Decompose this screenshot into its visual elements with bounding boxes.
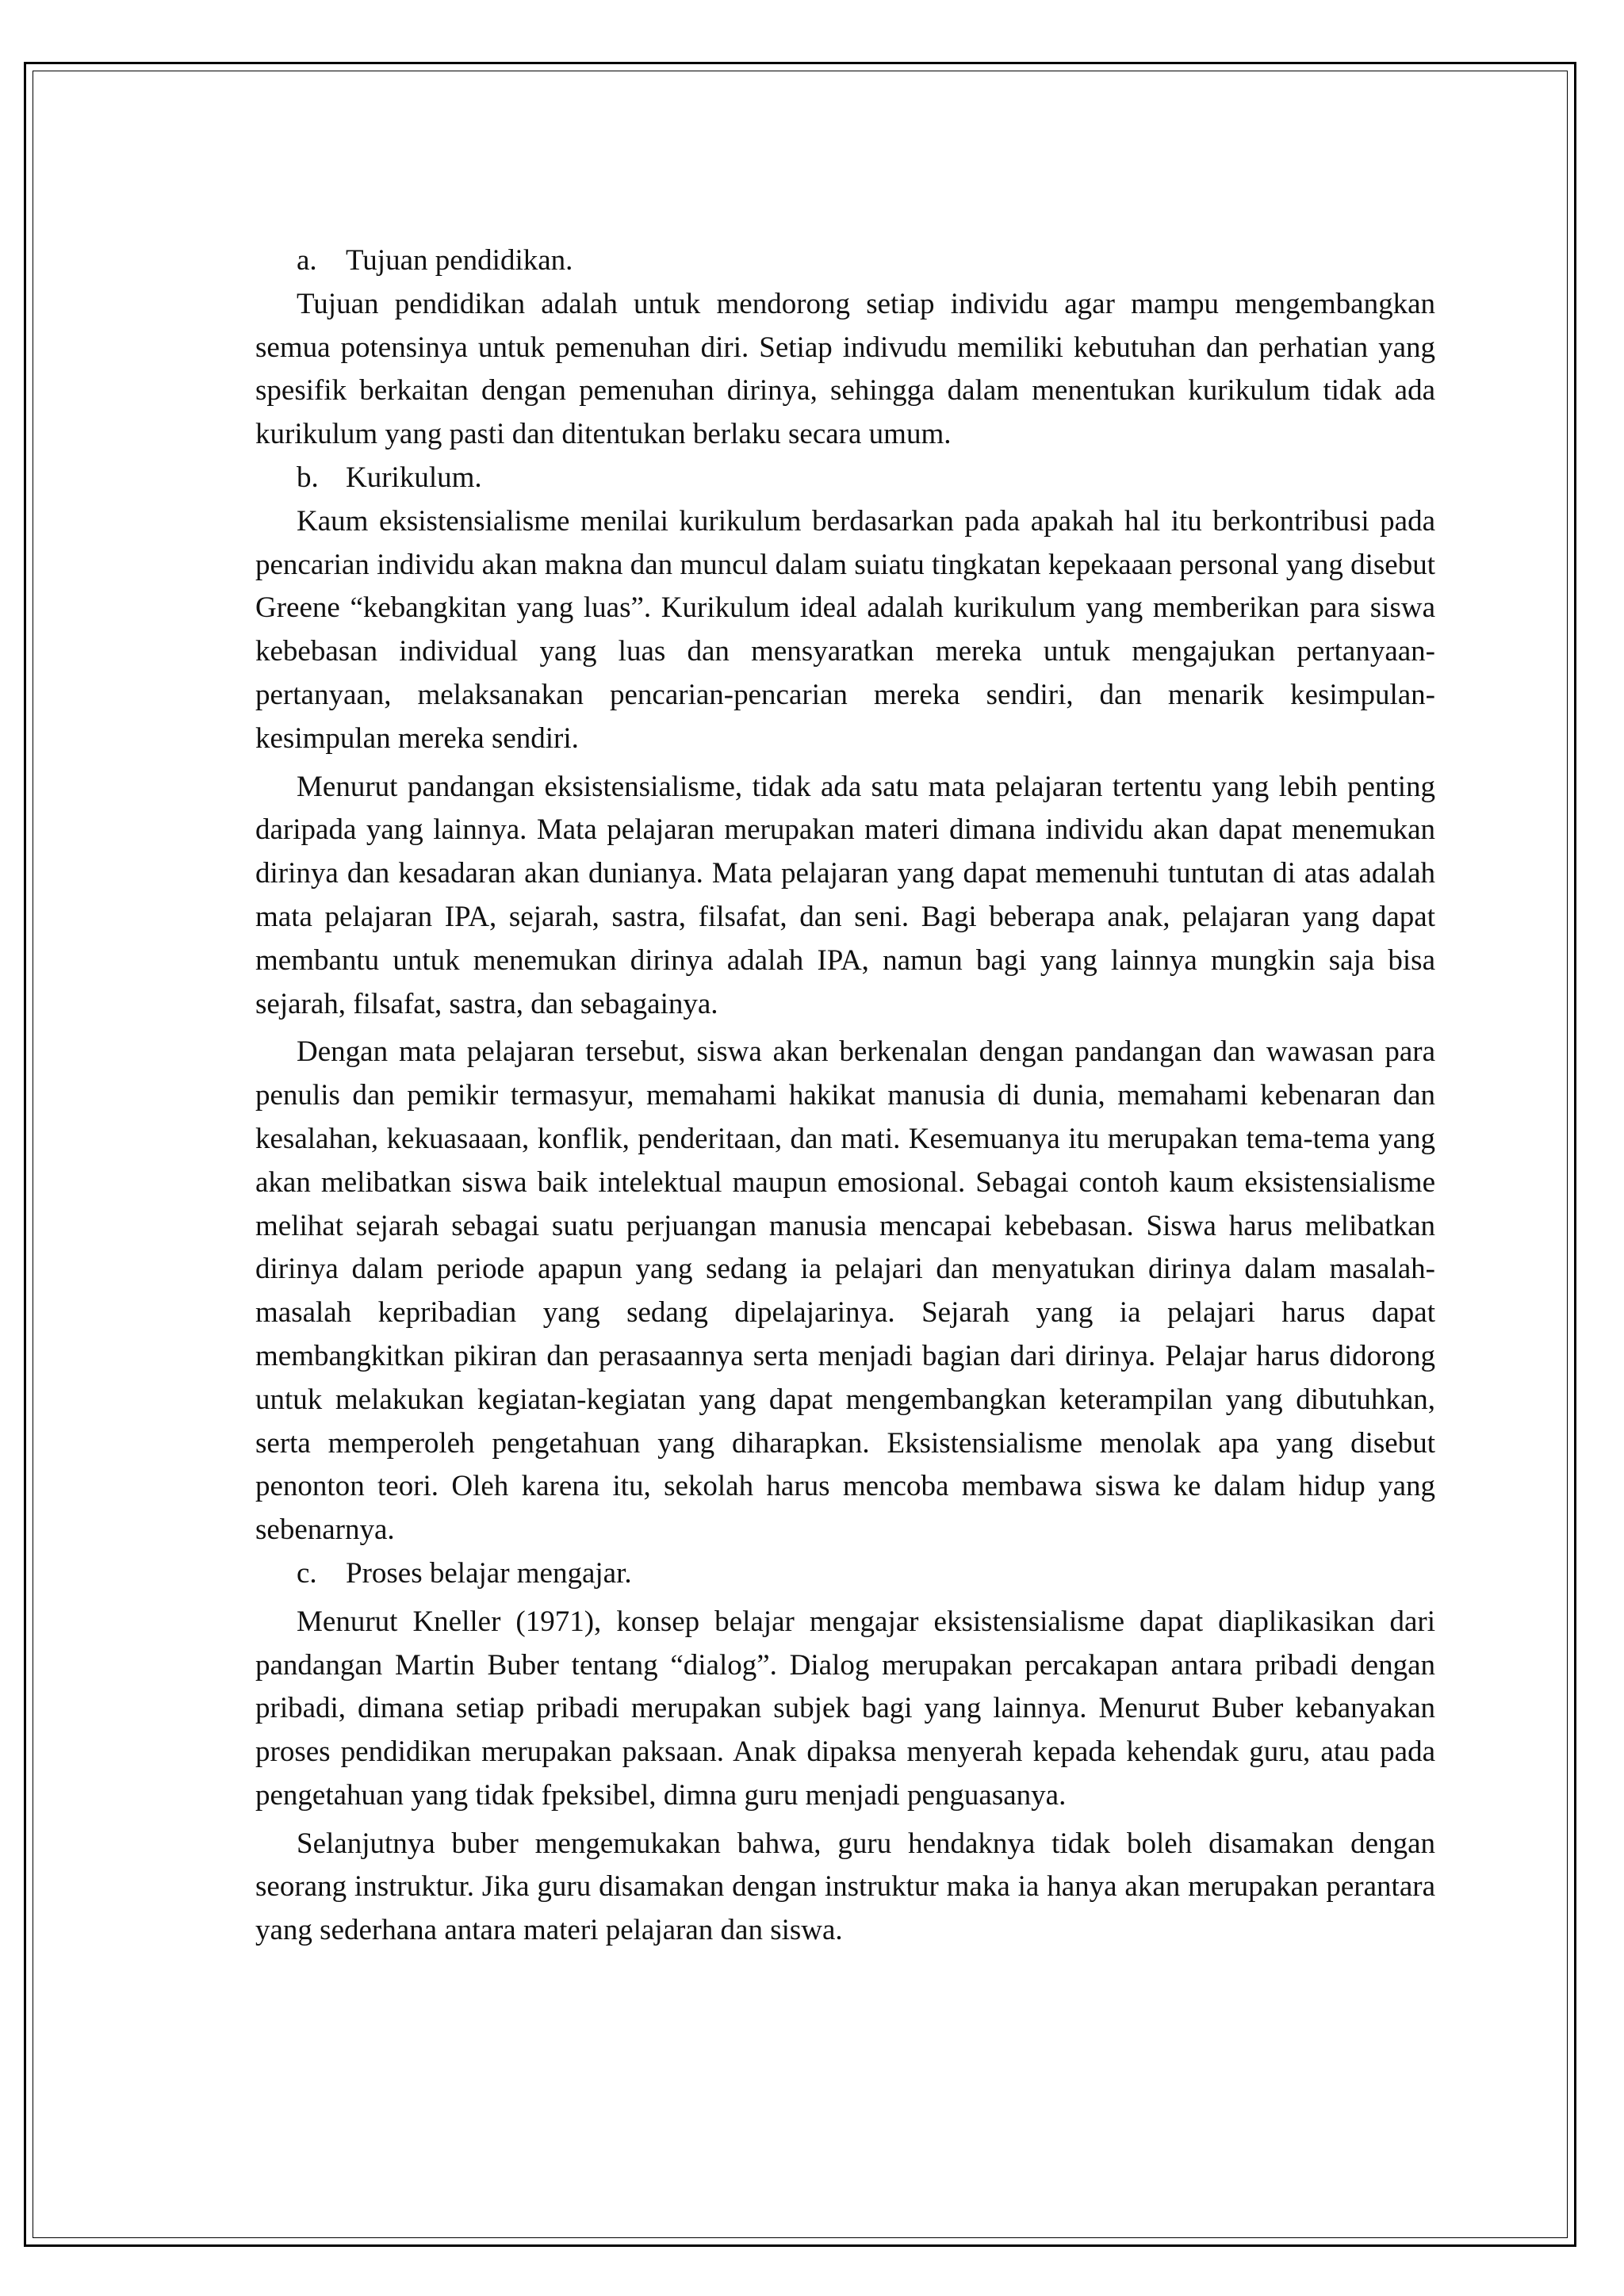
section-heading-tujuan [255, 239, 1435, 283]
section-marker: b. [297, 461, 319, 494]
section-title: Proses belajar mengajar. [346, 1556, 632, 1590]
section-heading-proses-belajar [255, 1552, 1435, 1596]
section-marker: c. [297, 1556, 317, 1590]
section-heading-kurikulum [255, 457, 1435, 500]
paragraph: Menurut pandangan eksistensialisme, tidak ada satu mata pelajaran tertentu yang lebih penting daripada yang lainnya. Mata pelajaran merupakan materi dimana individu akan dapat menemukan dirinya dan kesadaran akan dunianya. Mata pelajaran yang dapat memenuhi tuntutan di atas adalah mata pelajaran IPA, sejarah, sastra, filsafat, dan seni. Bagi beberapa anak, pelajaran yang dapat membantu untuk menemukan dirinya adalah IPA, namun bagi yang lainnya mungkin saja bisa sejarah, filsafat, sastra, dan sebagainya. [255, 770, 1435, 1020]
paragraph: Dengan mata pelajaran tersebut, siswa akan berkenalan dengan pandangan dan wawasan para penulis dan pemikir termasyur, memahami hakikat manusia di dunia, memahami kebenaran dan kesalahan, kekuasaaan, konflik, penderitaan, dan mati. Kesemuanya itu merupakan tema-tema yang akan melibatkan siswa baik intelektual maupun emosional. Sebagai contoh kaum eksistensialisme melihat sejarah sebagai suatu perjuangan manusia mencapai kebebasan. Siswa harus melibatkan dirinya dalam periode apapun yang sedang ia pelajari dan menyatukan dirinya dalam masalah-masalah kepribadian yang sedang dipelajarinya. Sejarah yang ia pelajari harus dapat membangkitkan pikiran dan perasaannya serta menjadi bagian dari dirinya. Pelajar harus didorong untuk melakukan kegiatan-kegiatan yang dapat mengembangkan keterampilan yang dibutuhkan, serta memperoleh pengetahuan yang diharapkan. Eksistensialisme menolak apa yang disebut penonton teori. Oleh karena itu, sekolah harus mencoba membawa siswa ke dalam hidup yang sebenarnya. [255, 1035, 1435, 1547]
document-body [255, 239, 1435, 1953]
paragraph: Kaum eksistensialisme menilai kurikulum berdasarkan pada apakah hal itu berkontribusi pada pencarian individu akan makna dan muncul dalam suiatu tingkatan kepekaaan personal yang disebut Greene “kebangkitan yang luas”. Kurikulum ideal adalah kurikulum yang memberikan para siswa kebebasan individual yang luas dan mensyaratkan mereka untuk mengajukan pertanyaan-pertanyaan, melaksanakan pencarian-pencarian mereka sendiri, dan menarik kesimpulan-kesimpulan mereka sendiri. [255, 504, 1435, 755]
section-marker: a. [297, 244, 317, 277]
section-title: Tujuan pendidikan. [346, 244, 573, 277]
section-title: Kurikulum. [346, 461, 482, 494]
paragraph: Tujuan pendidikan adalah untuk mendorong setiap individu agar mampu mengembangkan semua potensinya untuk pemenuhan diri. Setiap indivudu memiliki kebutuhan dan perhatian yang spesifik berkaitan dengan pemenuhan dirinya, sehingga dalam menentukan kurikulum tidak ada kurikulum yang pasti dan ditentukan berlaku secara umum. [255, 287, 1435, 451]
paragraph: Menurut Kneller (1971), konsep belajar mengajar eksistensialisme dapat diaplikasikan dari pandangan Martin Buber tentang “dialog”. Dialog merupakan percakapan antara pribadi dengan pribadi, dimana setiap pribadi merupakan subjek bagi yang lainnya. Menurut Buber kebanyakan proses pendidikan merupakan paksaan. Anak dipaksa menyerah kepada kehendak guru, atau pada pengetahuan yang tidak fpeksibel, dimna guru menjadi penguasanya. [255, 1605, 1435, 1812]
paragraph: Selanjutnya buber mengemukakan bahwa, guru hendaknya tidak boleh disamakan dengan seorang instruktur. Jika guru disamakan dengan instruktur maka ia hanya akan merupakan perantara yang sederhana antara materi pelajaran dan siswa. [255, 1827, 1435, 1947]
